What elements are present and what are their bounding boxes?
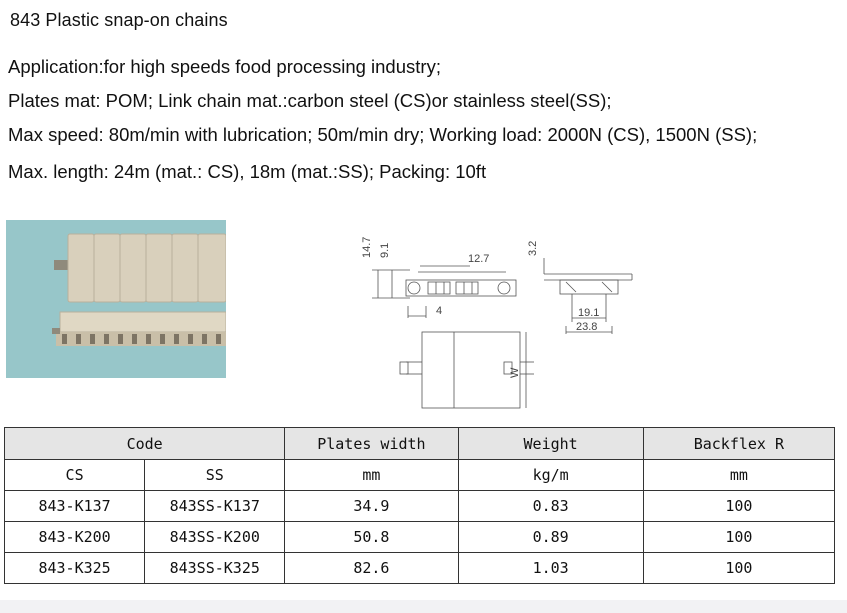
table-row <box>5 553 835 584</box>
spec-materials: Plates mat: POM; Link chain mat.:carbon steel (CS)or stainless steel(SS); <box>8 90 612 111</box>
dim-14-7-label: 14.7 <box>361 236 373 258</box>
technical-drawing <box>356 222 646 412</box>
spec-table <box>4 427 835 584</box>
cell-backflex: 100 <box>643 491 834 522</box>
cell-backflex: 100 <box>643 522 834 553</box>
cell-weight: 1.03 <box>458 553 643 584</box>
dim-19-1-label: 19.1 <box>578 307 600 319</box>
spec-length-packing: Max. length: 24m (mat.: CS), 18m (mat.:SS); Packing: 10ft <box>8 161 487 182</box>
subheader-backflex-unit: mm <box>643 460 834 491</box>
dim-w-label: W <box>509 367 521 378</box>
cell-ss-code: 843SS-K200 <box>145 522 285 553</box>
chain-photo <box>6 220 226 378</box>
cell-width: 82.6 <box>285 553 458 584</box>
cell-weight: 0.83 <box>458 491 643 522</box>
subheader-width-unit: mm <box>285 460 458 491</box>
header-code: Code <box>5 428 285 460</box>
cell-weight: 0.89 <box>458 522 643 553</box>
cell-cs-code: 843-K200 <box>5 522 145 553</box>
table-row <box>5 522 835 553</box>
dim-4-label: 4 <box>436 305 443 317</box>
cell-width: 34.9 <box>285 491 458 522</box>
table-subheader-row <box>5 460 835 491</box>
cell-ss-code: 843SS-K325 <box>145 553 285 584</box>
cell-backflex: 100 <box>643 553 834 584</box>
cell-ss-code: 843SS-K137 <box>145 491 285 522</box>
spec-speed-load: Max speed: 80m/min with lubrication; 50m/min dry; Working load: 2000N (CS), 1500N (SS); <box>8 124 758 145</box>
footer-bar <box>0 600 847 613</box>
header-plates-width: Plates width <box>285 428 458 460</box>
side-view <box>372 266 516 318</box>
spec-application: Application:for high speeds food processing industry; <box>8 56 441 77</box>
cell-cs-code: 843-K325 <box>5 553 145 584</box>
subheader-ss: SS <box>145 460 285 491</box>
table-header-row <box>5 428 835 460</box>
dim-3-2-label: 3.2 <box>527 240 539 256</box>
cell-width: 50.8 <box>285 522 458 553</box>
header-backflex: Backflex R <box>643 428 834 460</box>
dim-23-8-label: 23.8 <box>576 321 598 333</box>
table-row <box>5 491 835 522</box>
cell-cs-code: 843-K137 <box>5 491 145 522</box>
page-title: 843 Plastic snap-on chains <box>10 10 228 30</box>
dim-12-7-label: 12.7 <box>468 253 490 265</box>
header-weight: Weight <box>458 428 643 460</box>
subheader-weight-unit: kg/m <box>458 460 643 491</box>
dim-9-1-label: 9.1 <box>379 242 391 258</box>
chain-photo-illustration <box>6 220 226 378</box>
subheader-cs: CS <box>5 460 145 491</box>
